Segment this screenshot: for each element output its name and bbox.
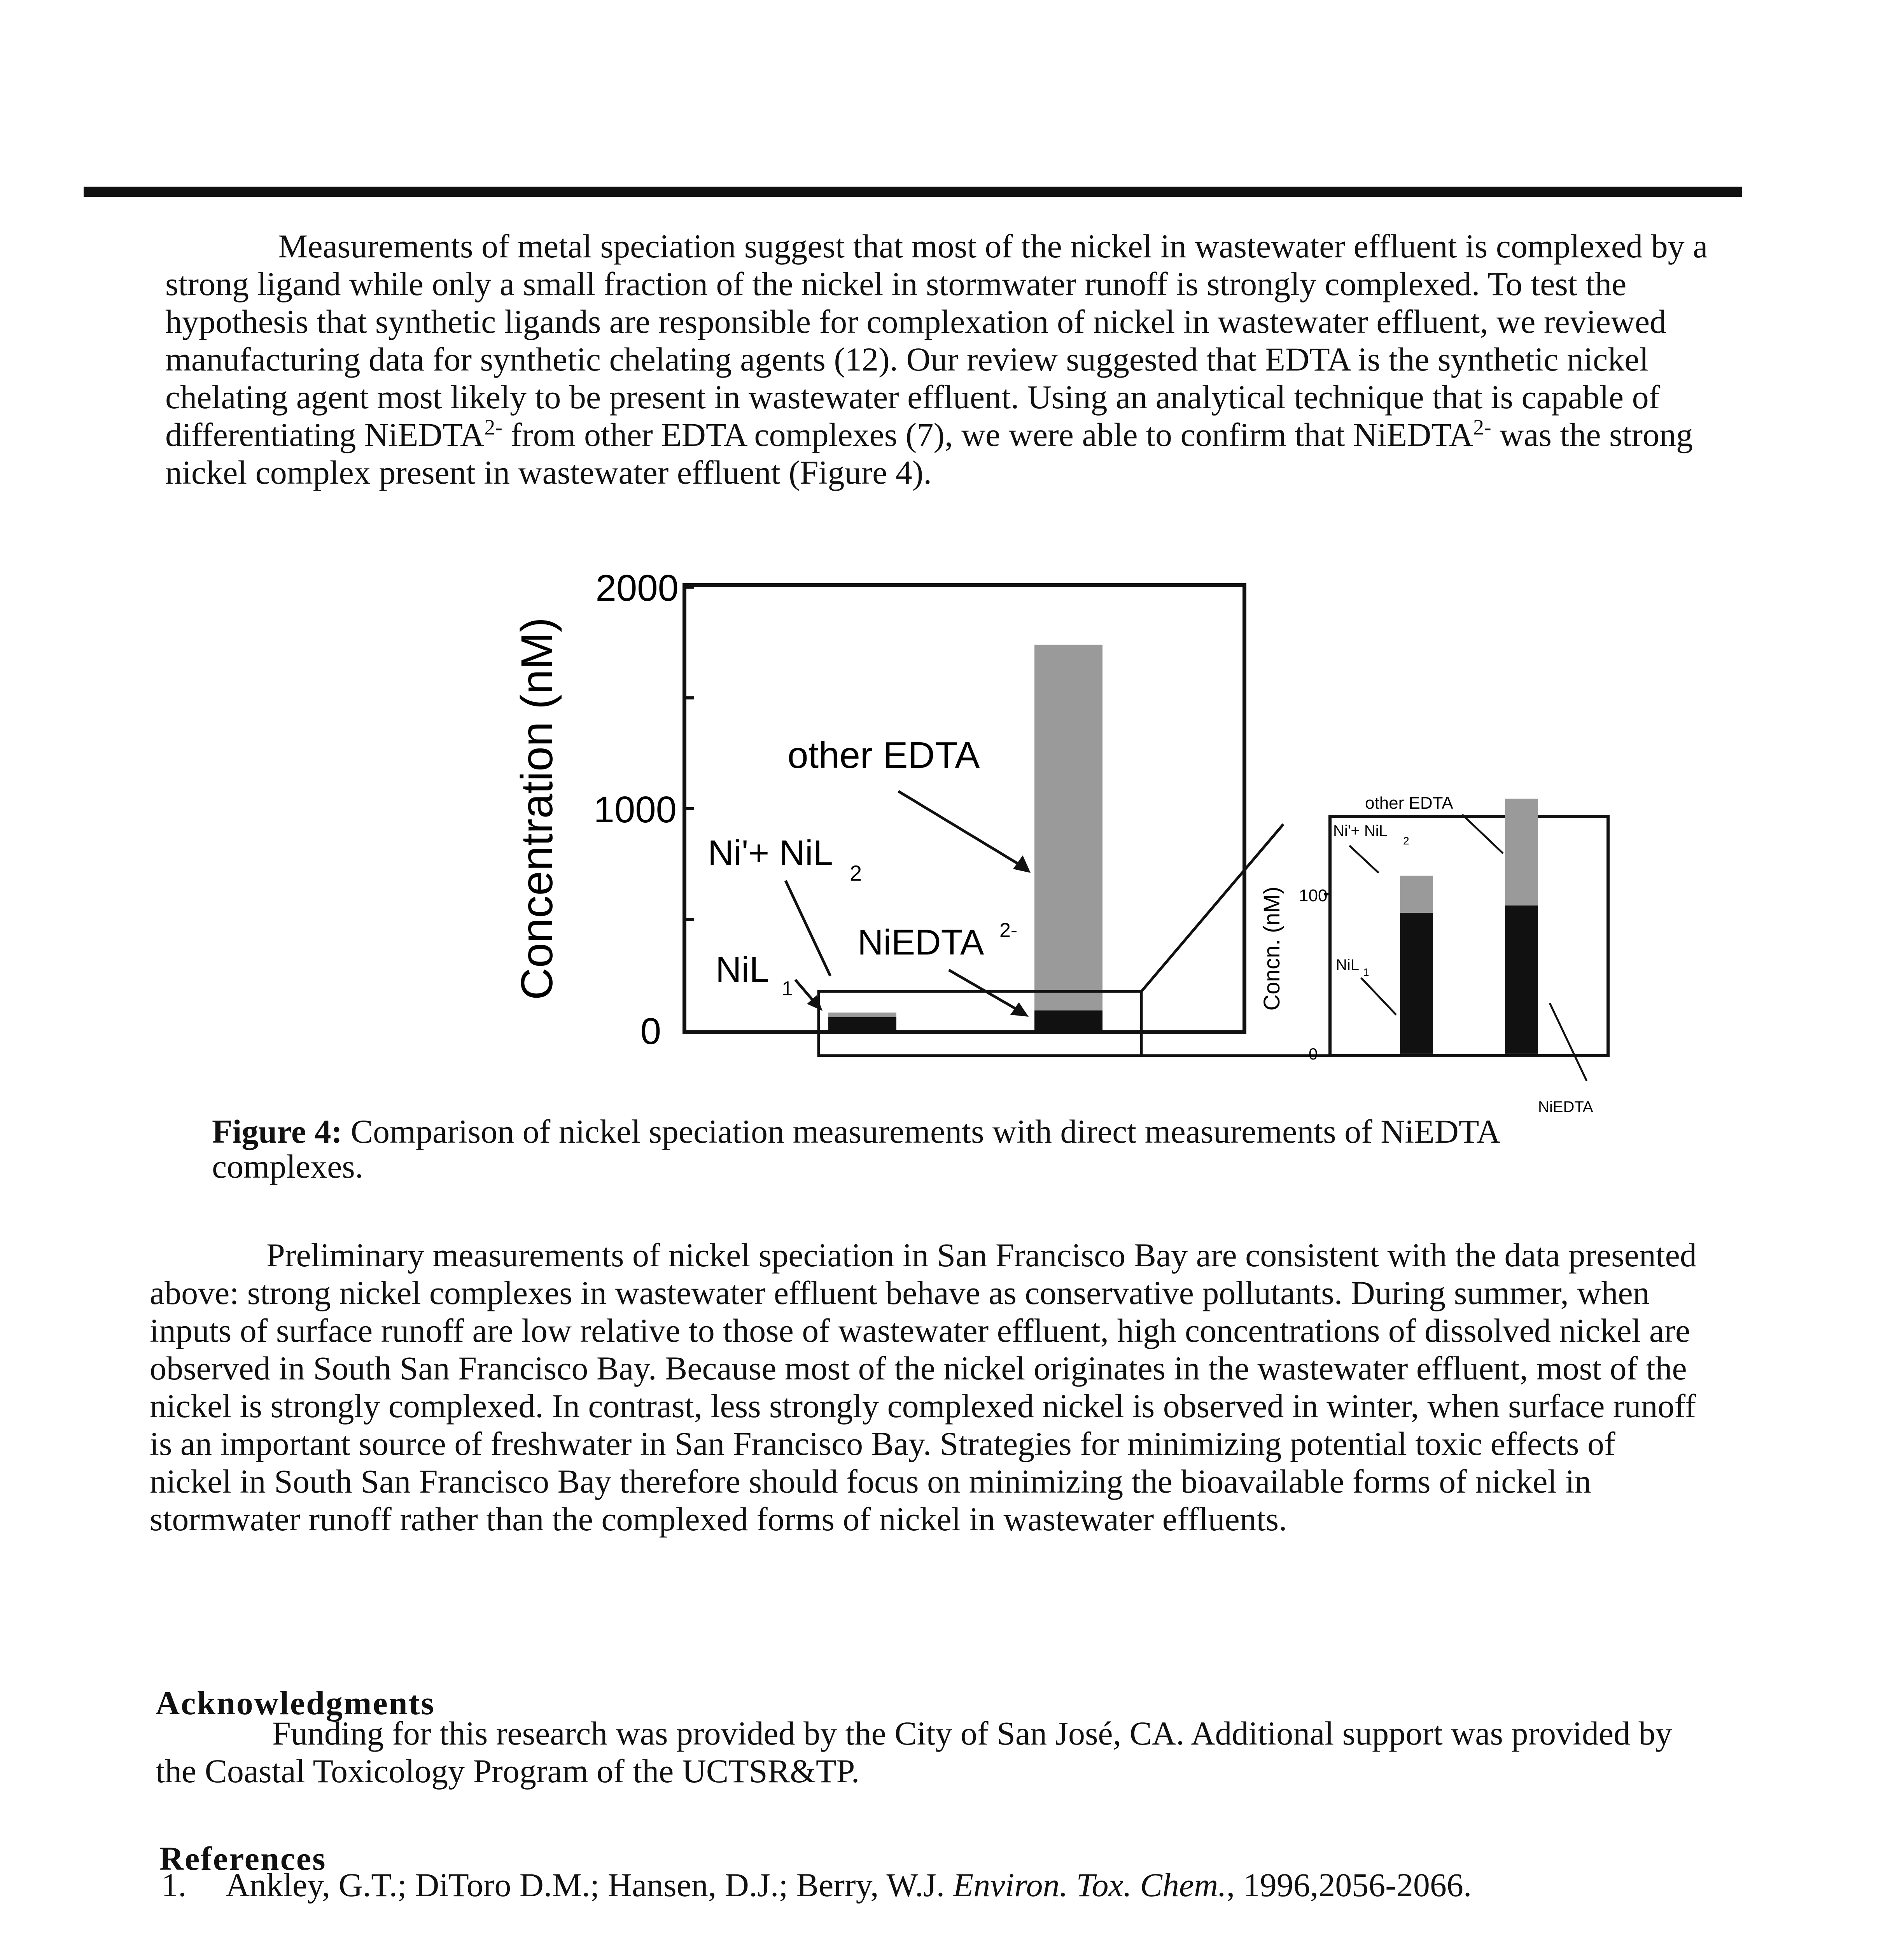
y-tick-label-1000: 1000 [593,789,677,830]
arrow-ni-nil2 [786,881,830,976]
inset-bar-stormwater-niedta [1400,913,1433,1054]
paragraph-2 [150,1236,1705,1538]
y-tick-label-0: 0 [640,1010,661,1052]
reference-1-details: , 1996,2056-2066. [1226,1866,1472,1904]
inset-bar-wastewater-other [1505,799,1538,906]
paragraph-1-text: Measurements of metal speciation suggest that most of the nickel in wastewater effluent is complexed by a strong ligand while only a small fraction of the nickel in stormwater runoff is strongly complexed. To test the hypothesis that synthetic ligands are responsible for complexation of nickel in wastewater effluent, we reviewed manufacturing data for synthetic chelating agents (12). Our review suggested that EDTA is the synthetic nickel chelating agent most likely to be present in wastewater effluent. Using an analytical technique that is capable of differentiating [165,227,1708,453]
references-heading: References [159,1840,327,1877]
inset-label-other-edta: other EDTA [1365,794,1453,813]
acknowledgments-body: Funding for this research was provided by the City of San José, CA. Additional support was provided by the Coastal Toxicology Program of the UCTSR&TP. [156,1715,1672,1790]
caption-label: Figure 4: [212,1113,343,1150]
inset-bar-stormwater-other [1400,876,1433,913]
inset-arrow-ni-nil2 [1349,846,1379,873]
acknowledgments-heading: Acknowledgments [156,1684,435,1722]
bar-wastewater-other [1034,645,1102,1010]
reference-1-authors: Ankley, G.T.; DiToro D.M.; Hansen, D.J.; Berry, W.J. [226,1866,953,1904]
inset-y-tick-label-0: 0 [1309,1045,1318,1063]
acknowledgments-text [156,1715,1707,1790]
paragraph-1-tail-c: was the strong nickel complex present in wastewater effluent (Figure 4). [165,416,1693,491]
reference-1-journal: Environ. Tox. Chem. [953,1866,1227,1904]
paragraph-2-text: Preliminary measurements of nickel speciation in San Francisco Bay are consistent with the data presented above: strong nickel complexes in wastewater effluent behave as conservative pollutants. During summer, when inputs of surface runoff are low relative to those of wastewater effluent, high concentrations of dissolved nickel are observed in South San Francisco Bay. Because most of the nickel originates in the wastewater effluent, most of the nickel is strongly complexed. In contrast, less strongly complexed nickel is observed in winter, when surface runoff is an important source of freshwater in San Francisco Bay. Strategies for minimizing potential toxic effects of nickel in South San Francisco Bay therefore should focus on minimizing the bioavailable forms of nickel in stormwater runoff rather than the complexed forms of nickel in wastewater effluents. [150,1236,1697,1538]
inset-label-nil1-sub: 1 [1363,966,1369,978]
label-niedta-sup: 2- [999,919,1018,942]
label-niedta: NiEDTA [858,923,984,962]
paragraph-1-sup-b: 2- [1473,415,1491,440]
inset-arrow-niedta [1550,1003,1587,1081]
bar-stormwater-other [828,1012,896,1017]
paragraph-1-niedta-a: NiEDTA [364,416,485,453]
paragraph-1-tail-b: from other EDTA complexes (7), we were able to confirm that NiEDTA [502,416,1474,453]
reference-1-number: 1. [161,1866,187,1904]
label-nil1-sub: 1 [782,977,793,1000]
label-ni-nil2-sub: 2 [850,861,862,885]
inset-label-niedta: NiEDTA [1538,1098,1593,1115]
inset-y-axis-label: Concn. (nM) [1259,886,1284,1011]
inset-y-tick-label-100: 100 [1299,886,1328,905]
y-tick-label-2000: 2000 [595,567,679,609]
figure-caption [212,1114,1612,1184]
inset-label-nil1: NiL [1336,956,1360,974]
y-axis-label: Concentration (nM) [512,617,562,1000]
arrowhead-niedta [1010,1002,1029,1017]
inset-label-ni-nil2: Ni'+ NiL [1333,822,1388,839]
label-ni-nil2: Ni'+ NiL [708,833,833,873]
paragraph-1-sup-a: 2- [484,415,502,440]
arrowhead-other-edta [1013,855,1031,873]
inset-label-ni-nil2-sub: 2 [1403,835,1409,847]
arrow-other-edta [898,791,1027,869]
bar-wastewater-niedta [1034,1010,1102,1030]
inset-bar-wastewater-niedta [1505,906,1538,1054]
caption-text: Comparison of nickel speciation measurements with direct measurements of NiEDTA complexes. [212,1113,1499,1185]
reference-1 [161,1866,1713,1904]
inset-arrow-nil1 [1361,978,1396,1015]
label-nil1: NiL [716,950,770,989]
inset-plot-frame [1330,816,1608,1056]
inset-arrow-other-edta [1462,815,1503,853]
label-other-edta: other EDTA [788,734,980,776]
bar-stormwater-niedta [828,1017,896,1030]
